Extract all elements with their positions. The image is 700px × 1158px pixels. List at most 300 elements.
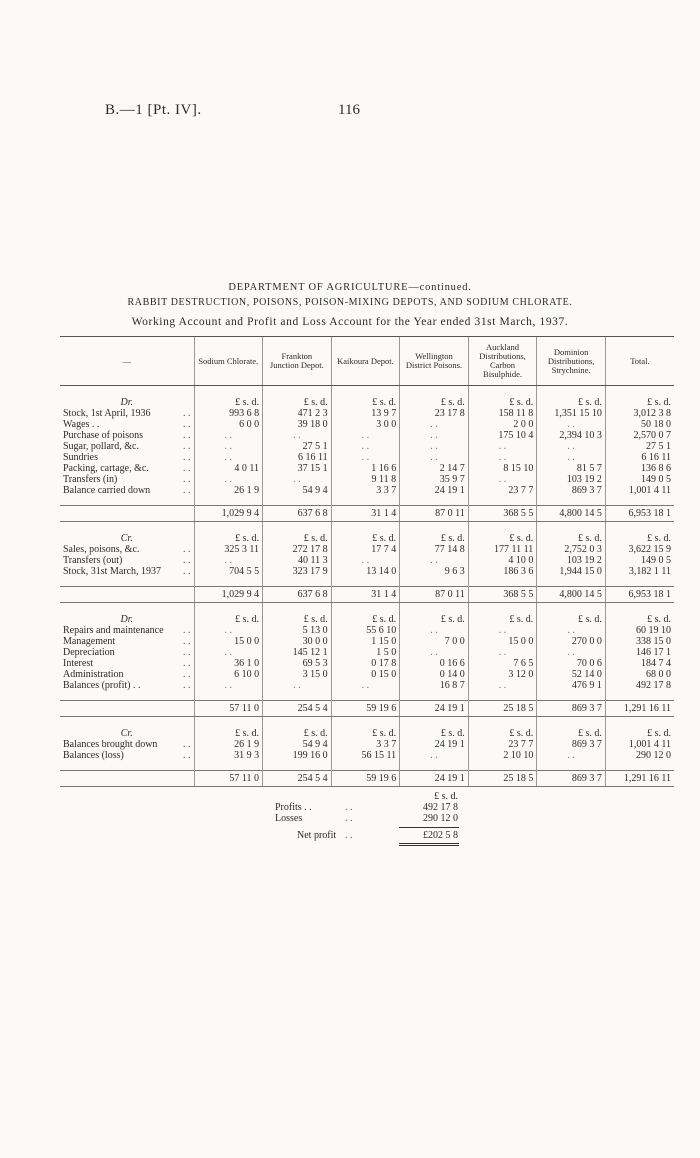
amount-cell: 1,001 4 11 [605, 739, 674, 750]
amount-cell: 3 0 0 [331, 419, 400, 430]
spacer-cell [605, 603, 674, 615]
spacer-cell [263, 717, 332, 729]
amount-cell: 158 11 8 [468, 408, 537, 419]
total-cell: 57 11 0 [194, 771, 263, 787]
amount-cell: . . [331, 441, 400, 452]
row-label-text: Wages . . [63, 419, 100, 430]
amount-cell: 1 5 0 [331, 647, 400, 658]
amount-cell: 16 8 7 [400, 680, 469, 691]
amount-cell: 2 0 0 [468, 419, 537, 430]
amount-cell: 5 13 0 [263, 625, 332, 636]
row-label [60, 463, 194, 474]
row-label-text: Transfers (out) [63, 555, 123, 566]
leader-dots: . . [183, 555, 191, 566]
column-header: Auckland Distributions, Carbon Bisulphide. [468, 337, 537, 386]
total-cell: 59 19 6 [331, 701, 400, 717]
amount-cell: 69 5 3 [263, 658, 332, 669]
spacer-cell [194, 761, 263, 771]
leader-dots: . . [183, 647, 191, 658]
unit-label: £ s. d. [605, 614, 674, 625]
total-label-cell [60, 701, 194, 717]
amount-cell: . . [400, 452, 469, 463]
amount-cell: . . [537, 452, 606, 463]
account-title: Working Account and Profit and Loss Account for the Year ended 31st March, 1937. [131, 316, 569, 328]
spacer-cell [537, 522, 606, 534]
total-cell: 1,291 16 11 [605, 701, 674, 717]
spacer-cell [468, 386, 537, 398]
spacer-cell [400, 691, 469, 701]
spacer-cell [400, 496, 469, 506]
amount-cell: 55 6 10 [331, 625, 400, 636]
section-heading: Dr. [120, 397, 133, 408]
total-cell: 31 1 4 [331, 587, 400, 603]
spacer-cell [605, 496, 674, 506]
total-cell: 31 1 4 [331, 506, 400, 522]
spacer-cell [468, 603, 537, 615]
unit-label: £ s. d. [468, 533, 537, 544]
total-cell: 25 18 5 [468, 701, 537, 717]
spacer-cell [60, 761, 194, 771]
amount-cell: 40 11 3 [263, 555, 332, 566]
amount-cell: 1 16 6 [331, 463, 400, 474]
section-heading: Cr. [120, 728, 133, 739]
row-label-text: Management [63, 636, 116, 647]
column-header: Wellington District Poisons. [400, 337, 469, 386]
table-row [60, 750, 674, 761]
amount-cell: . . [263, 680, 332, 691]
spacer-cell [263, 386, 332, 398]
losses-value: 290 12 0 [423, 813, 458, 824]
spacer-cell [468, 522, 537, 534]
amount-cell: 0 17 8 [331, 658, 400, 669]
amount-cell: 869 3 7 [537, 485, 606, 496]
amount-cell: . . [331, 430, 400, 441]
spacer-cell [60, 603, 194, 615]
column-header: Frankton Junction Depot. [263, 337, 332, 386]
table-row [60, 625, 674, 636]
amount-cell: 1,944 15 0 [537, 566, 606, 577]
row-label-text: Interest [63, 658, 93, 669]
spacer-cell [60, 691, 194, 701]
amount-cell: 24 19 1 [400, 485, 469, 496]
spacer-cell [605, 522, 674, 534]
amount-cell: . . [194, 430, 263, 441]
total-cell: 368 5 5 [468, 506, 537, 522]
page-reference: B.—1 [Pt. IV]. [105, 102, 202, 118]
spacer-cell [194, 603, 263, 615]
amount-cell: 2,752 0 3 [537, 544, 606, 555]
row-label-text: Sales, poisons, &c. [63, 544, 140, 555]
leader-dots: . . [183, 419, 191, 430]
amount-cell: 26 1 9 [194, 739, 263, 750]
amount-cell: 323 17 9 [263, 566, 332, 577]
amount-cell: 23 17 8 [400, 408, 469, 419]
spacer-cell [331, 691, 400, 701]
spacer-row [60, 717, 674, 729]
amount-cell: . . [537, 441, 606, 452]
table-row [60, 555, 674, 566]
amount-cell: . . [194, 474, 263, 485]
unit-label: £ s. d. [331, 614, 400, 625]
total-cell: 254 5 4 [263, 771, 332, 787]
amount-cell: 13 9 7 [331, 408, 400, 419]
row-label-text: Sundries [63, 452, 98, 463]
amount-cell: 177 11 11 [468, 544, 537, 555]
amount-cell: . . [537, 419, 606, 430]
spacer-cell [331, 386, 400, 398]
spacer-cell [60, 386, 194, 398]
spacer-cell [605, 691, 674, 701]
spacer-cell [605, 577, 674, 587]
table-row [60, 647, 674, 658]
leader-dots: . . [183, 463, 191, 474]
unit-label: £ s. d. [605, 533, 674, 544]
spacer-cell [194, 496, 263, 506]
amount-cell: 149 0 5 [605, 555, 674, 566]
amount-cell: 175 10 4 [468, 430, 537, 441]
spacer-cell [468, 761, 537, 771]
section-heading: Cr. [120, 533, 133, 544]
row-label-text: Administration [63, 669, 124, 680]
table-row [60, 408, 674, 419]
row-label-text: Balances (loss) [63, 750, 124, 761]
unit-label: £ s. d. [194, 614, 263, 625]
row-label-text: Transfers (in) [63, 474, 118, 485]
table-row [60, 430, 674, 441]
leader-dots: . . [183, 544, 191, 555]
spacer-cell [537, 577, 606, 587]
spacer-cell [263, 577, 332, 587]
amount-cell: 9 6 3 [400, 566, 469, 577]
amount-cell: . . [468, 452, 537, 463]
amount-cell: 471 2 3 [263, 408, 332, 419]
amount-cell: 0 16 6 [400, 658, 469, 669]
amount-cell: 103 19 2 [537, 555, 606, 566]
amount-cell: 15 0 0 [194, 636, 263, 647]
table-row [60, 452, 674, 463]
leader-dots: . . [183, 680, 191, 691]
page-number: 116 [338, 102, 360, 118]
amount-cell: 31 9 3 [194, 750, 263, 761]
amount-cell: 56 15 11 [331, 750, 400, 761]
amount-cell: 325 3 11 [194, 544, 263, 555]
amount-cell: 6 16 11 [263, 452, 332, 463]
amount-cell: . . [400, 555, 469, 566]
row-label [60, 680, 194, 691]
spacer-cell [194, 522, 263, 534]
spacer-cell [263, 522, 332, 534]
sum-rule [399, 827, 459, 828]
amount-cell: . . [400, 441, 469, 452]
amount-cell: 37 15 1 [263, 463, 332, 474]
amount-cell: 145 12 1 [263, 647, 332, 658]
spacer-row [60, 691, 674, 701]
amount-cell: 23 7 7 [468, 739, 537, 750]
amount-cell: 492 17 8 [605, 680, 674, 691]
spacer-cell [194, 577, 263, 587]
leader-dots: . . [183, 485, 191, 496]
unit-label: £ s. d. [263, 728, 332, 739]
total-cell: 869 3 7 [537, 771, 606, 787]
spacer-cell [400, 522, 469, 534]
spacer-cell [468, 496, 537, 506]
leader-dots: . . [183, 625, 191, 636]
total-cell: 368 5 5 [468, 587, 537, 603]
unit-label: £ s. d. [263, 614, 332, 625]
spacer-cell [263, 691, 332, 701]
row-label [60, 474, 194, 485]
amount-cell: 3,012 3 8 [605, 408, 674, 419]
leader-dots: . . [345, 830, 353, 841]
amount-cell: 50 18 0 [605, 419, 674, 430]
amount-cell: . . [468, 680, 537, 691]
unit-label: £ s. d. [537, 533, 606, 544]
total-cell: 637 6 8 [263, 506, 332, 522]
amount-cell: . . [537, 750, 606, 761]
amount-cell: 54 9 4 [263, 739, 332, 750]
unit-label: £ s. d. [400, 728, 469, 739]
total-cell: 24 19 1 [400, 701, 469, 717]
amount-cell: . . [468, 441, 537, 452]
amount-cell: . . [537, 647, 606, 658]
total-cell: 25 18 5 [468, 771, 537, 787]
amount-cell: 2 14 7 [400, 463, 469, 474]
amount-cell: . . [194, 625, 263, 636]
unit-label: £ s. d. [537, 728, 606, 739]
section-heading-row [60, 533, 674, 544]
row-label-text: Repairs and maintenance [63, 625, 164, 636]
spacer-cell [60, 717, 194, 729]
amount-cell: 17 7 4 [331, 544, 400, 555]
unit-label: £ s. d. [331, 397, 400, 408]
table-row [60, 566, 674, 577]
unit-label: £ s. d. [400, 397, 469, 408]
amount-cell: 26 1 9 [194, 485, 263, 496]
column-header: Total. [605, 337, 674, 386]
amount-cell: . . [400, 430, 469, 441]
column-header: Dominion Distributions, Strychnine. [537, 337, 606, 386]
total-row [60, 506, 674, 522]
table-row [60, 419, 674, 430]
double-rule [399, 845, 459, 846]
unit-label: £ s. d. [263, 533, 332, 544]
total-cell: 59 19 6 [331, 771, 400, 787]
amount-cell: 338 15 0 [605, 636, 674, 647]
amount-cell: 199 16 0 [263, 750, 332, 761]
leader-dots: . . [183, 750, 191, 761]
amount-cell: 3,622 15 9 [605, 544, 674, 555]
amount-cell: 0 15 0 [331, 669, 400, 680]
net-profit-label: Net profit [297, 830, 337, 841]
spacer-cell [60, 496, 194, 506]
total-cell: 6,953 18 1 [605, 587, 674, 603]
section-heading-row [60, 397, 674, 408]
unit-label: £ s. d. [331, 728, 400, 739]
spacer-cell [331, 761, 400, 771]
table-row [60, 636, 674, 647]
amount-cell: 52 14 0 [537, 669, 606, 680]
spacer-cell [60, 522, 194, 534]
unit-label: £ s. d. [194, 397, 263, 408]
amount-cell: 60 19 10 [605, 625, 674, 636]
spacer-cell [605, 717, 674, 729]
amount-cell: 3,182 1 11 [605, 566, 674, 577]
section-heading-row [60, 614, 674, 625]
table-row [60, 463, 674, 474]
row-label [60, 408, 194, 419]
subject-title: RABBIT DESTRUCTION, POISONS, POISON-MIXING DEPOTS, AND SODIUM CHLORATE. [127, 297, 573, 308]
leader-dots: . . [183, 636, 191, 647]
amount-cell: 4 0 11 [194, 463, 263, 474]
spacer-cell [400, 717, 469, 729]
amount-cell: 290 12 0 [605, 750, 674, 761]
table-row [60, 739, 674, 750]
amount-cell: 3 12 0 [468, 669, 537, 680]
amount-cell: 9 11 8 [331, 474, 400, 485]
spacer-cell [60, 577, 194, 587]
column-header: Sodium Chlorate. [194, 337, 263, 386]
amount-cell: 704 5 5 [194, 566, 263, 577]
amount-cell: . . [468, 474, 537, 485]
total-cell: 6,953 18 1 [605, 506, 674, 522]
row-label [60, 636, 194, 647]
spacer-cell [400, 761, 469, 771]
row-label [60, 441, 194, 452]
amount-cell: 272 17 8 [263, 544, 332, 555]
row-label [60, 739, 194, 750]
row-label [60, 566, 194, 577]
working-account-table [60, 336, 674, 787]
spacer-cell [194, 386, 263, 398]
double-rule [399, 843, 459, 844]
spacer-cell [537, 761, 606, 771]
amount-cell: 6 10 0 [194, 669, 263, 680]
section-heading: Dr. [120, 614, 133, 625]
spacer-cell [537, 717, 606, 729]
table-row [60, 544, 674, 555]
profits-value: 492 17 8 [423, 802, 458, 813]
unit-label: £ s. d. [605, 397, 674, 408]
amount-cell: 103 19 2 [537, 474, 606, 485]
spacer-row [60, 522, 674, 534]
total-cell: 1,029 9 4 [194, 506, 263, 522]
row-label-text: Depreciation [63, 647, 115, 658]
net-profit-value: £202 5 8 [423, 830, 458, 841]
amount-cell: 0 14 0 [400, 669, 469, 680]
row-label [60, 430, 194, 441]
spacer-cell [263, 761, 332, 771]
row-label-text: Packing, cartage, &c. [63, 463, 149, 474]
amount-cell: . . [400, 419, 469, 430]
total-cell: 869 3 7 [537, 701, 606, 717]
amount-cell: 186 3 6 [468, 566, 537, 577]
total-cell: 87 0 11 [400, 587, 469, 603]
amount-cell: 3 3 7 [331, 739, 400, 750]
amount-cell: 1 15 0 [331, 636, 400, 647]
amount-cell: . . [468, 625, 537, 636]
spacer-cell [468, 717, 537, 729]
row-label-text: Balance carried down [63, 485, 151, 496]
spacer-cell [605, 386, 674, 398]
amount-cell: 68 0 0 [605, 669, 674, 680]
profits-label: Profits . . [275, 802, 312, 813]
unit-label: £ s. d. [400, 614, 469, 625]
leader-dots: . . [183, 441, 191, 452]
amount-cell: 476 9 1 [537, 680, 606, 691]
row-label [60, 625, 194, 636]
total-label-cell [60, 587, 194, 603]
amount-cell: 184 7 4 [605, 658, 674, 669]
table-row [60, 485, 674, 496]
unit-label: £ s. d. [605, 728, 674, 739]
spacer-cell [331, 496, 400, 506]
spacer-cell [537, 603, 606, 615]
amount-cell: . . [331, 680, 400, 691]
amount-cell: 15 0 0 [468, 636, 537, 647]
total-cell: 4,800 14 5 [537, 587, 606, 603]
row-label-text: Balances (profit) . . [63, 680, 141, 691]
amount-cell: . . [194, 555, 263, 566]
row-label [60, 485, 194, 496]
unit-label: £ s. d. [400, 533, 469, 544]
amount-cell: 993 6 8 [194, 408, 263, 419]
leader-dots: . . [183, 430, 191, 441]
spacer-cell [605, 761, 674, 771]
amount-cell: 36 1 0 [194, 658, 263, 669]
unit-label: £ s. d. [468, 397, 537, 408]
unit-label: £ s. d. [194, 533, 263, 544]
total-cell: 1,291 16 11 [605, 771, 674, 787]
total-cell: 4,800 14 5 [537, 506, 606, 522]
total-row [60, 701, 674, 717]
unit-label: £ s. d. [263, 397, 332, 408]
amount-cell: . . [331, 452, 400, 463]
table-row [60, 680, 674, 691]
leader-dots: . . [345, 813, 353, 824]
column-header: Kaikoura Depot. [331, 337, 400, 386]
amount-cell: 149 0 5 [605, 474, 674, 485]
spacer-cell [400, 603, 469, 615]
spacer-cell [537, 496, 606, 506]
spacer-cell [468, 691, 537, 701]
unit-label: £ s. d. [537, 614, 606, 625]
amount-cell: 146 17 1 [605, 647, 674, 658]
spacer-cell [331, 603, 400, 615]
leader-dots: . . [183, 739, 191, 750]
amount-cell: 270 0 0 [537, 636, 606, 647]
amount-cell: 70 0 6 [537, 658, 606, 669]
amount-cell: 6 0 0 [194, 419, 263, 430]
amount-cell: 39 18 0 [263, 419, 332, 430]
amount-cell: . . [400, 647, 469, 658]
amount-cell: 27 5 1 [263, 441, 332, 452]
table-row [60, 658, 674, 669]
amount-cell: . . [194, 452, 263, 463]
spacer-row [60, 761, 674, 771]
amount-cell: . . [400, 750, 469, 761]
spacer-cell [537, 386, 606, 398]
amount-cell: . . [194, 680, 263, 691]
unit-label: £ s. d. [468, 728, 537, 739]
table-row [60, 669, 674, 680]
total-cell: 24 19 1 [400, 771, 469, 787]
spacer-row [60, 496, 674, 506]
amount-cell: 3 15 0 [263, 669, 332, 680]
amount-cell: 7 6 5 [468, 658, 537, 669]
amount-cell: 1,001 4 11 [605, 485, 674, 496]
department-title: DEPARTMENT OF AGRICULTURE—continued. [228, 282, 472, 293]
amount-cell: . . [468, 647, 537, 658]
